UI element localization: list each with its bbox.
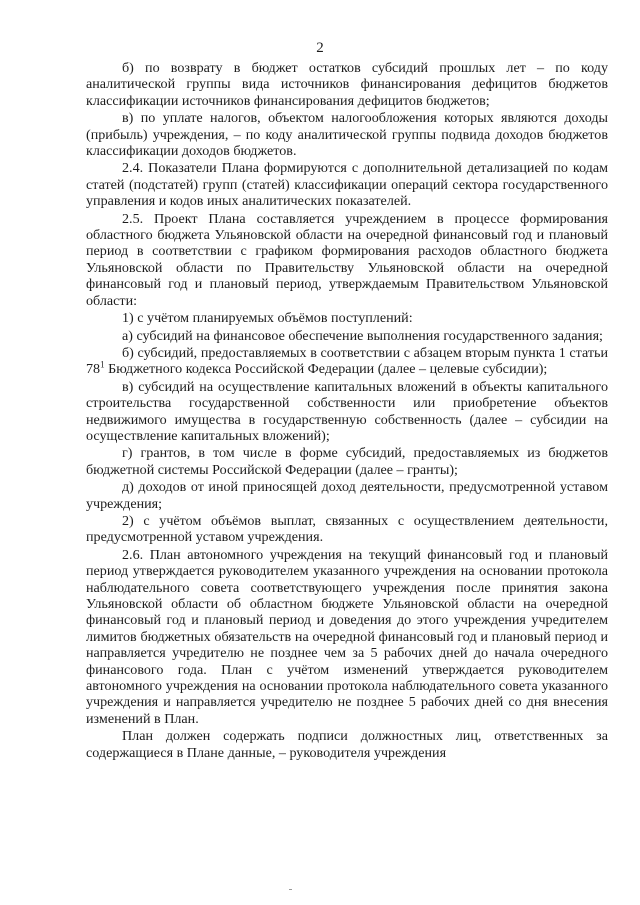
paragraph-subsidies-b-end: Бюджетного кодекса Российской Федерации (далее – целевые субсидии); [104, 361, 548, 378]
paragraph-2-4: 2.4. Показатели Плана формируются с дополнительной детализацией по кодам статей (подстатей) групп (статей) классификации операций сектора государственного управления и кодов иных аналитических показателей. [86, 160, 608, 210]
paragraph-subsidies-a: а) субсидий на финансовое обеспечение выполнения государственного задания; [122, 327, 603, 344]
page-number: 2 [316, 40, 324, 56]
article-superscript: 1 [100, 359, 105, 370]
paragraph-return-subsidies: б) по возврату в бюджет остатков субсидий прошлых лет – по коду аналитической группы вида источников финансирования дефицитов бюджетов классификации источников финансирования дефицитов бюджетов; [86, 60, 608, 109]
paragraph-subsidies-b-start: б) субсидий, предоставляемых в соответствии с абзацем вторым пункта 1 статьи 78 [86, 344, 608, 378]
paragraph-subsidies-v: в) субсидий на осуществление капитальных вложений в объекты капитального строительства государственной собственности или приобретение объектов недвижимого имущества в государственную собственность (далее – субсидии на осуществление капитальных вложений); [86, 378, 608, 444]
paragraph-payments: 2) с учётом объёмов выплат, связанных с осуществлением деятельности, предусмотренной уставом учреждения. [86, 512, 608, 546]
scan-speck [289, 889, 292, 890]
paragraph-other-income: д) доходов от иной приносящей доход деятельности, предусмотренной уставом учреждения; [86, 479, 608, 512]
paragraph-grants: г) грантов, в том числе в форме субсидий, предоставляемых из бюджетов бюджетной системы Российской Федерации (далее – гранты); [86, 445, 608, 478]
paragraph-subsidies-b [86, 345, 608, 378]
paragraph-2-6: 2.6. План автономного учреждения на текущий финансовый год и плановый период утверждается руководителем указанного учреждения на основании протокола наблюдательного совета соответствующего учреждения после принятия закона Ульяновской области об областном бюджете Ульяновской области на очередной финансовый год и плановый период и доведения до этого учреждения учредителем лимитов бюджетных обязательств на очередной финансовый год и плановый период и направляется учредителю не позднее чем за 5 рабочих дней до начала очередного финансового года. План с учётом изменений утверждается руководителем автономного учреждения на основании протокола наблюдательного совета указанного учреждения и направляется учредителю не позднее 5 рабочих дней со дня внесения изменений в План. [86, 546, 608, 727]
body-text [86, 60, 608, 762]
paragraph-2-5: 2.5. Проект Плана составляется учреждением в процессе формирования областного бюджета Ульяновской области на очередной финансовый год и плановый период в соответствии с графиком формирования расходов областного бюджета Ульяновской области по Правительству Ульяновской области на очередной финансовый год и плановый период, утверждаемым Правительством Ульяновской области: [86, 210, 608, 309]
paragraph-signatures: План должен содержать подписи должностных лиц, ответственных за содержащиеся в Плане данные, – руководителя учреждения [86, 728, 608, 761]
paragraph-taxes: в) по уплате налогов, объектом налогообложения которых являются доходы (прибыль) учреждения, – по коду аналитической группы подвида доходов бюджетов классификации доходов бюджетов. [86, 110, 608, 160]
paragraph-receipts: 1) с учётом планируемых объёмов поступлений: [122, 310, 413, 327]
